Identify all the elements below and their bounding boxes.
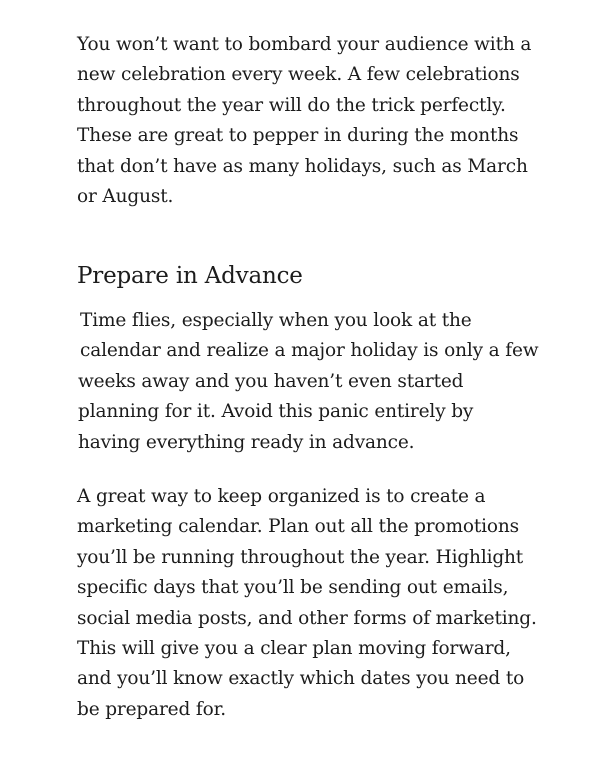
section-heading: Prepare in Advance (77, 263, 303, 289)
section-paragraph-1 (80, 306, 538, 458)
text-line: or August. (77, 186, 174, 208)
text-line: You won’t want to bombard your audience with a (77, 34, 532, 55)
text-line: throughout the year will do the trick perfectly. (77, 94, 506, 116)
text-line: These are great to pepper in during the months (77, 125, 519, 147)
text-line: marketing calendar. Plan out all the promotions (77, 516, 520, 538)
text-line: new celebration every week. A few celebrations (77, 64, 520, 86)
text-line: weeks away and you haven’t even started (78, 370, 464, 392)
intro-paragraph (77, 30, 531, 212)
text-line: be prepared for. (77, 698, 226, 720)
text-line: specific days that you’ll be sending out emails, (77, 577, 509, 599)
text-line: planning for it. Avoid this panic entirely by (78, 401, 474, 423)
text-line: This will give you a clear plan moving forward, (77, 638, 511, 660)
text-line: you’ll be running throughout the year. Highlight (77, 546, 524, 568)
text-line: having everything ready in advance. (78, 431, 415, 453)
section-paragraph-2 (77, 482, 537, 725)
text-line: calendar and realize a major holiday is only a few (80, 340, 539, 362)
text-line: A great way to keep organized is to create a (77, 486, 486, 507)
text-line: social media posts, and other forms of marketing. (77, 607, 537, 629)
text-line: and you’ll know exactly which dates you need to (77, 668, 525, 690)
text-line: Time flies, especially when you look at the (80, 310, 472, 331)
text-line: that don’t have as many holidays, such as March (77, 155, 528, 177)
